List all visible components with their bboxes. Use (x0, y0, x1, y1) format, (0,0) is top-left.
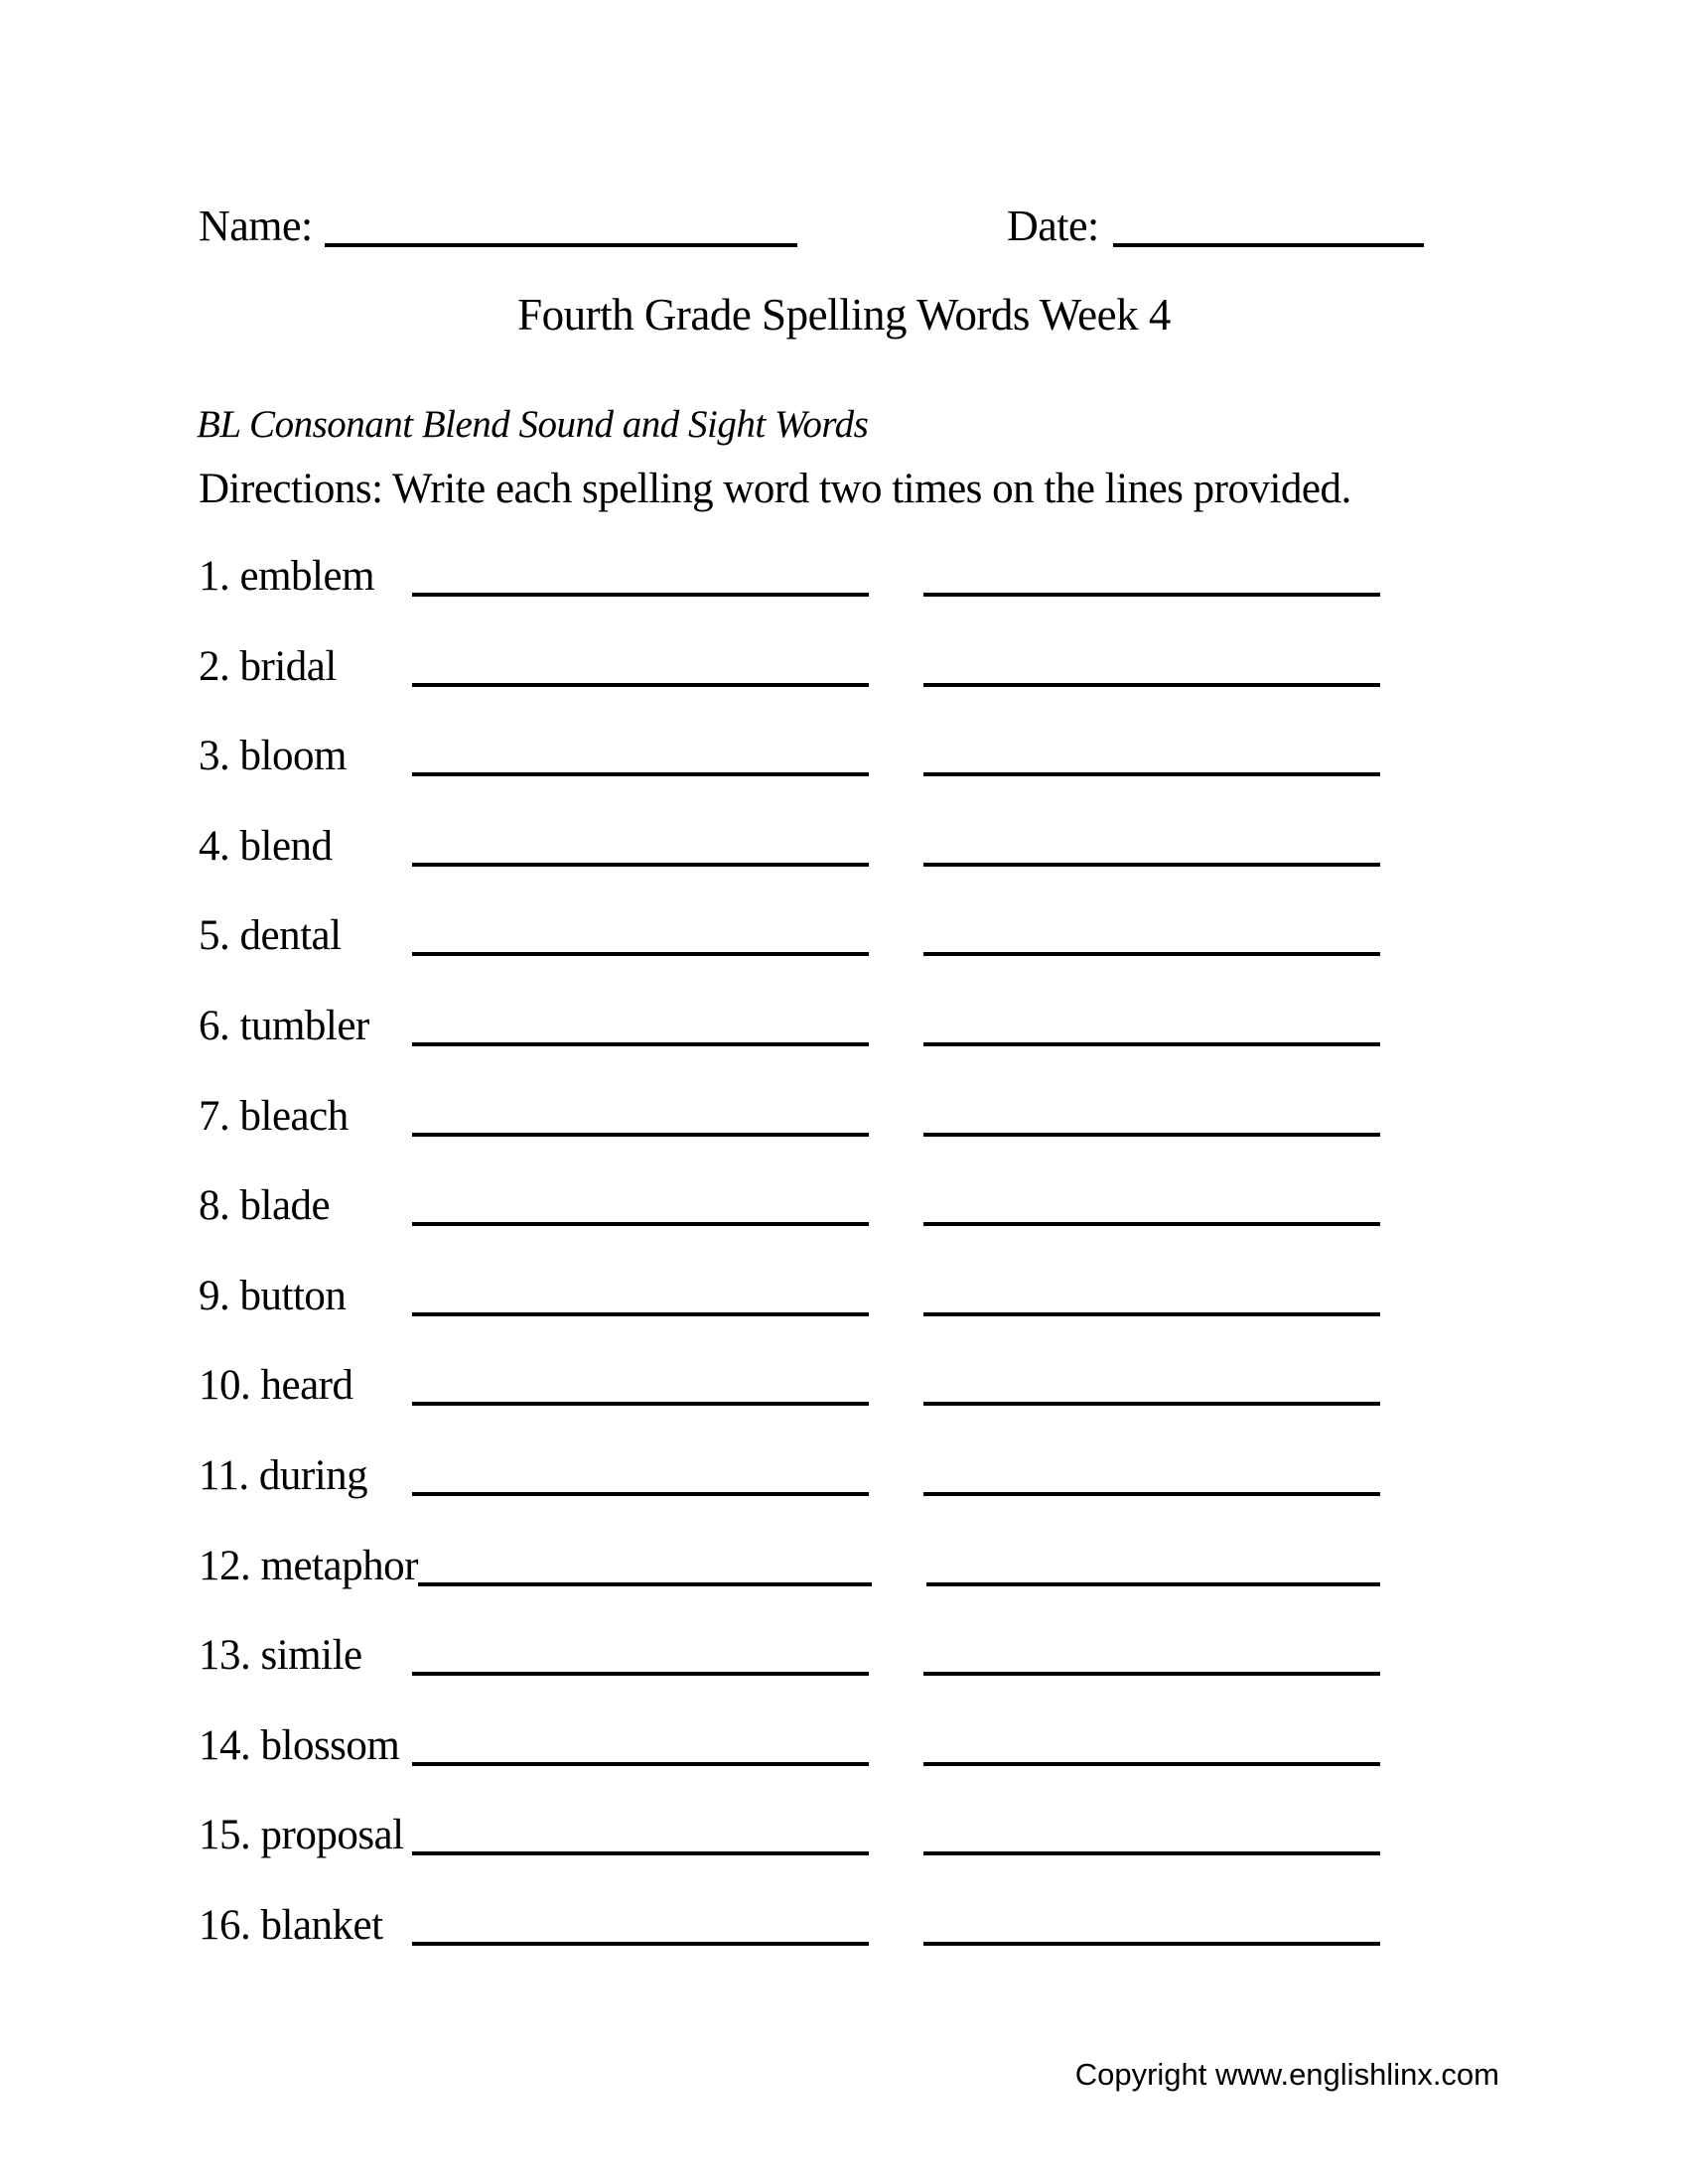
word-text: bridal (239, 642, 337, 690)
word-text: tumbler (239, 1002, 369, 1049)
write-line-1 (412, 593, 869, 597)
word-text: blade (239, 1182, 331, 1230)
word-text: dental (239, 912, 342, 960)
write-line-1 (412, 1402, 869, 1406)
word-number: 12. (199, 1542, 251, 1589)
write-line-2 (923, 1133, 1380, 1137)
write-line-1 (412, 1851, 869, 1855)
name-field-group (199, 202, 797, 252)
word-label (199, 1721, 412, 1770)
write-line-2 (923, 952, 1380, 956)
word-text: blend (239, 822, 333, 870)
word-text: heard (260, 1362, 353, 1410)
word-label (199, 1092, 412, 1141)
write-line-1 (412, 1222, 869, 1226)
write-line-1 (412, 1942, 869, 1946)
date-field-group (1007, 202, 1424, 252)
write-line-1 (412, 683, 869, 687)
word-label (199, 732, 412, 780)
word-text: proposal (260, 1812, 404, 1859)
write-line-2 (923, 1762, 1380, 1766)
write-line-2 (923, 1851, 1380, 1855)
word-row (199, 1092, 1380, 1182)
word-number: 9. (199, 1272, 230, 1319)
word-label (199, 1272, 412, 1320)
write-line-1 (412, 863, 869, 867)
word-number: 5. (199, 912, 230, 960)
date-label: Date: (1007, 202, 1099, 250)
write-line-1 (412, 1133, 869, 1137)
name-label: Name: (199, 202, 313, 250)
word-number: 7. (199, 1092, 230, 1140)
word-label (199, 1542, 418, 1590)
word-row (199, 552, 1380, 642)
word-row (199, 1542, 1380, 1632)
word-number: 3. (199, 733, 230, 780)
word-number: 16. (199, 1901, 251, 1949)
write-line-2 (923, 1492, 1380, 1496)
word-row (199, 822, 1380, 912)
word-text: blanket (260, 1901, 383, 1949)
word-label (199, 642, 412, 691)
write-line-2 (923, 863, 1380, 867)
write-line-1 (418, 1582, 872, 1586)
word-number: 15. (199, 1812, 251, 1859)
word-text: during (258, 1451, 368, 1499)
word-text: emblem (239, 553, 375, 600)
write-line-2 (923, 593, 1380, 597)
word-text: blossom (260, 1721, 400, 1769)
write-line-2 (923, 1312, 1380, 1316)
word-number: 8. (199, 1182, 230, 1230)
write-line-2 (923, 1672, 1380, 1676)
word-label (199, 1901, 412, 1950)
word-label (199, 552, 412, 601)
word-row (199, 1361, 1380, 1451)
write-line-1 (412, 1042, 869, 1046)
word-text: button (239, 1272, 347, 1319)
word-row (199, 1451, 1380, 1542)
word-number: 4. (199, 822, 230, 870)
word-number: 13. (199, 1632, 251, 1680)
word-label (199, 1811, 412, 1859)
word-row (199, 1631, 1380, 1721)
word-label (199, 1451, 412, 1500)
name-blank-line (325, 243, 797, 247)
write-line-1 (412, 1672, 869, 1676)
word-row (199, 1181, 1380, 1272)
word-label (199, 822, 412, 871)
write-line-2 (923, 1402, 1380, 1406)
write-line-2 (923, 683, 1380, 687)
word-row (199, 1272, 1380, 1362)
lesson-subtitle: BL Consonant Blend Sound and Sight Words (197, 403, 869, 446)
word-number: 1. (199, 553, 230, 600)
write-line-1 (412, 952, 869, 956)
word-text: simile (260, 1632, 362, 1680)
word-row (199, 642, 1380, 733)
word-label (199, 911, 412, 960)
write-line-1 (412, 1762, 869, 1766)
word-row (199, 1002, 1380, 1092)
word-row (199, 732, 1380, 822)
word-label (199, 1361, 412, 1410)
word-label (199, 1631, 412, 1680)
word-number: 6. (199, 1002, 230, 1049)
word-list (199, 552, 1380, 1991)
page-title: Fourth Grade Spelling Words Week 4 (517, 290, 1171, 340)
word-row (199, 1721, 1380, 1812)
write-line-2 (923, 1942, 1380, 1946)
word-row (199, 1901, 1380, 1991)
word-number: 11. (199, 1451, 249, 1499)
word-number: 14. (199, 1721, 251, 1769)
word-number: 10. (199, 1362, 251, 1410)
word-label (199, 1181, 412, 1230)
copyright-text: Copyright www.englishlinx.com (1074, 2057, 1499, 2092)
write-line-2 (923, 1042, 1380, 1046)
directions-text: Directions: Write each spelling word two times on the lines provided. (199, 466, 1351, 512)
word-row (199, 911, 1380, 1002)
word-label (199, 1002, 412, 1050)
write-line-1 (412, 1492, 869, 1496)
date-blank-line (1113, 243, 1424, 247)
word-text: bleach (239, 1092, 349, 1140)
write-line-2 (923, 772, 1380, 776)
word-row (199, 1811, 1380, 1901)
word-text: bloom (239, 733, 347, 780)
write-line-2 (923, 1222, 1380, 1226)
word-number: 2. (199, 642, 230, 690)
write-line-1 (412, 772, 869, 776)
write-line-2 (926, 1582, 1380, 1586)
word-text: metaphor (260, 1542, 418, 1589)
write-line-1 (412, 1312, 869, 1316)
